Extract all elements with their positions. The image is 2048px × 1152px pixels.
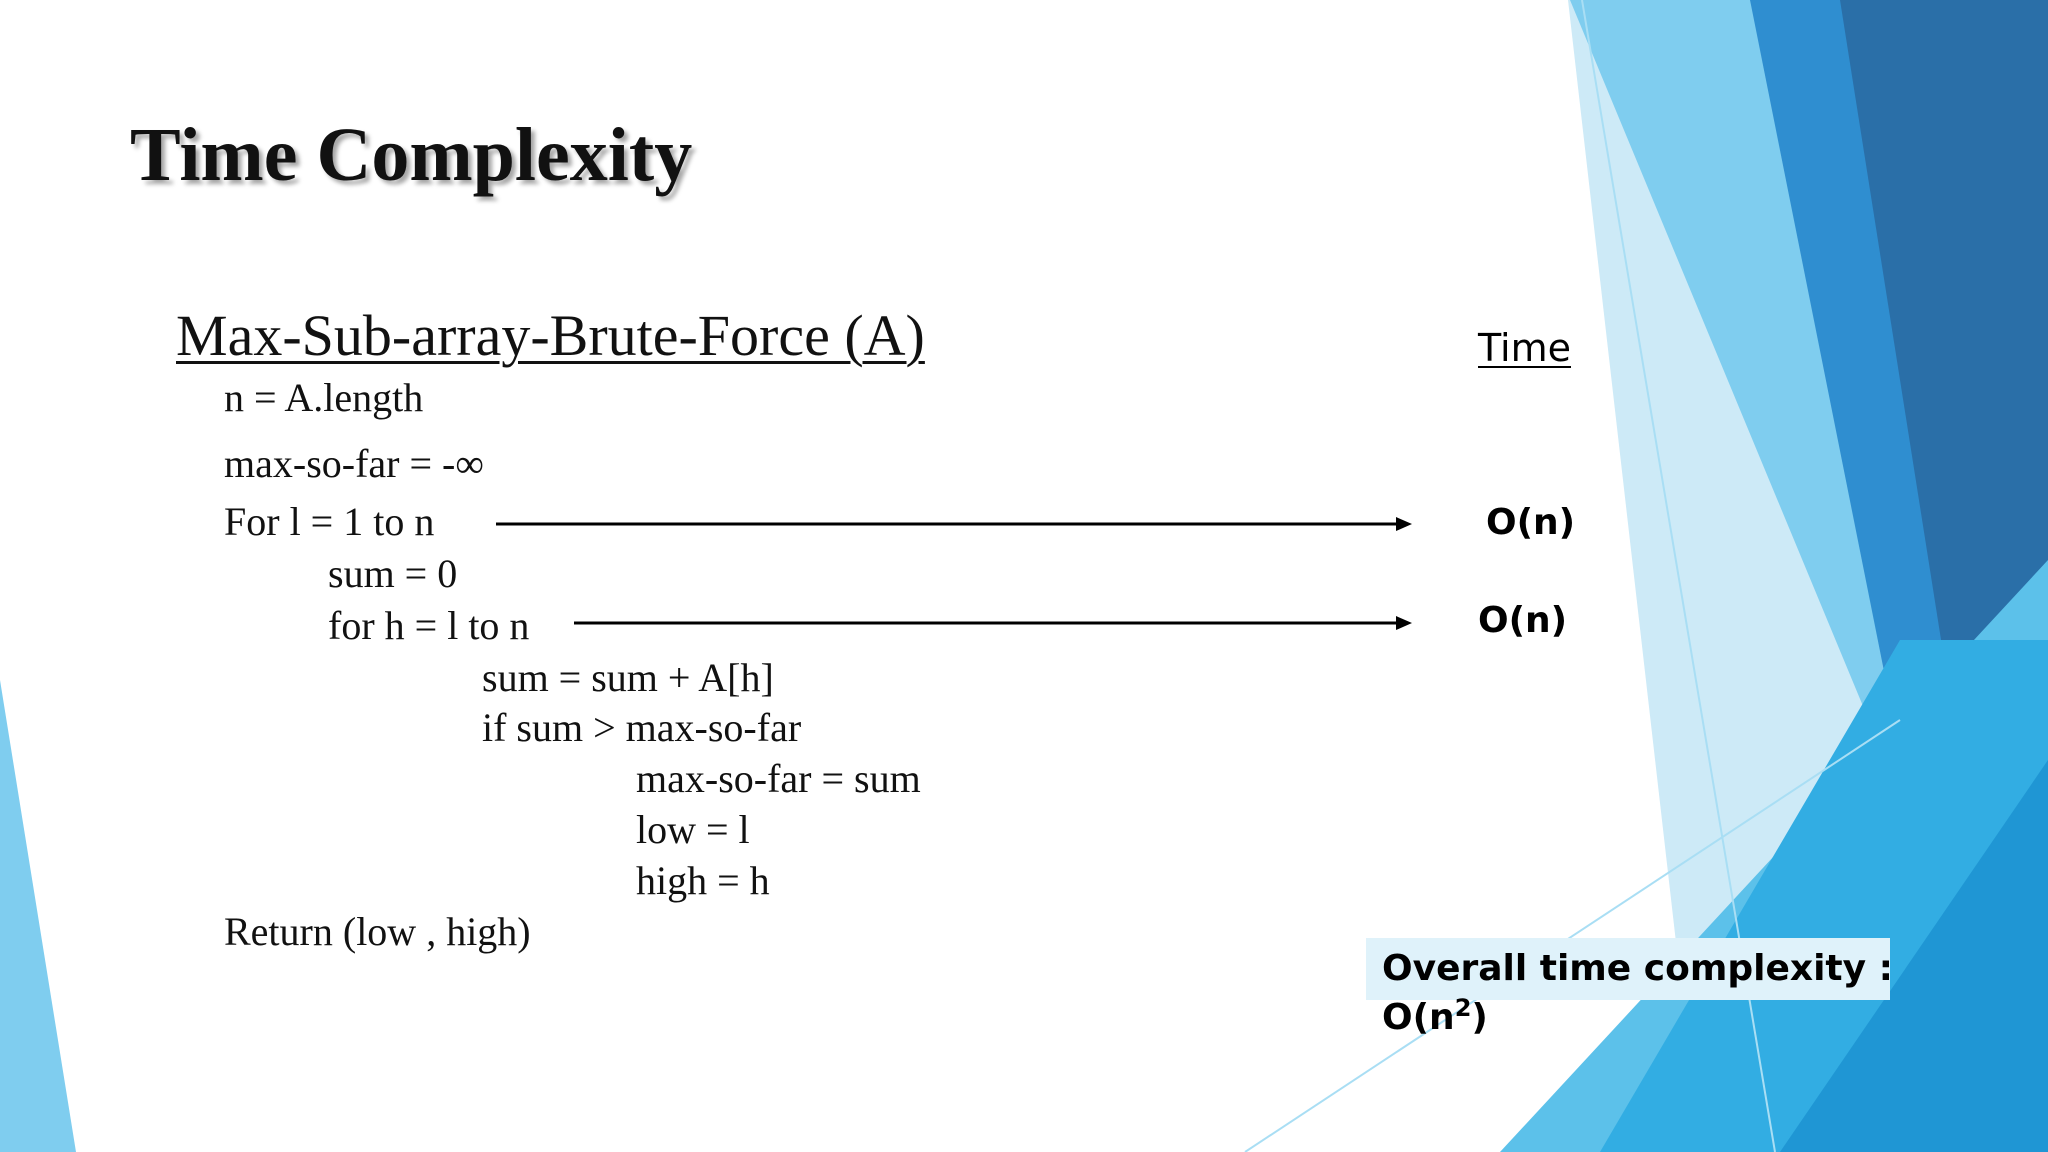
code-line: n = A.length xyxy=(224,375,424,420)
code-line: if sum > max-so-far xyxy=(482,705,802,750)
summary-label: Overall time complexity : xyxy=(1382,948,1894,989)
summary-value-base: O(n xyxy=(1382,997,1455,1038)
code-line: for h = l to n xyxy=(328,603,530,648)
inner-loop-complexity: O(n) xyxy=(1478,600,1568,641)
arrow-inner-loop xyxy=(574,616,1412,630)
arrow-outer-loop xyxy=(496,517,1412,531)
code-line: low = l xyxy=(636,807,750,852)
deco-shape-left xyxy=(0,680,76,1152)
code-line: max-so-far = sum xyxy=(636,756,921,801)
summary-value-exponent: 2 xyxy=(1454,994,1472,1022)
time-column-header: Time xyxy=(1478,326,1571,370)
summary-value xyxy=(1382,994,1488,1038)
code-line: max-so-far = -∞ xyxy=(224,441,484,486)
code-line: For l = 1 to n xyxy=(224,499,435,544)
summary-value-close: ) xyxy=(1471,997,1488,1038)
algorithm-name: Max-Sub-array-Brute-Force (A) xyxy=(176,303,925,368)
code-line: high = h xyxy=(636,858,770,903)
outer-loop-complexity: O(n) xyxy=(1486,502,1576,543)
code-line: Return (low , high) xyxy=(224,909,531,954)
code-line: sum = sum + A[h] xyxy=(482,655,774,700)
slide-title: Time Complexity xyxy=(130,113,693,197)
code-line: sum = 0 xyxy=(328,551,458,596)
